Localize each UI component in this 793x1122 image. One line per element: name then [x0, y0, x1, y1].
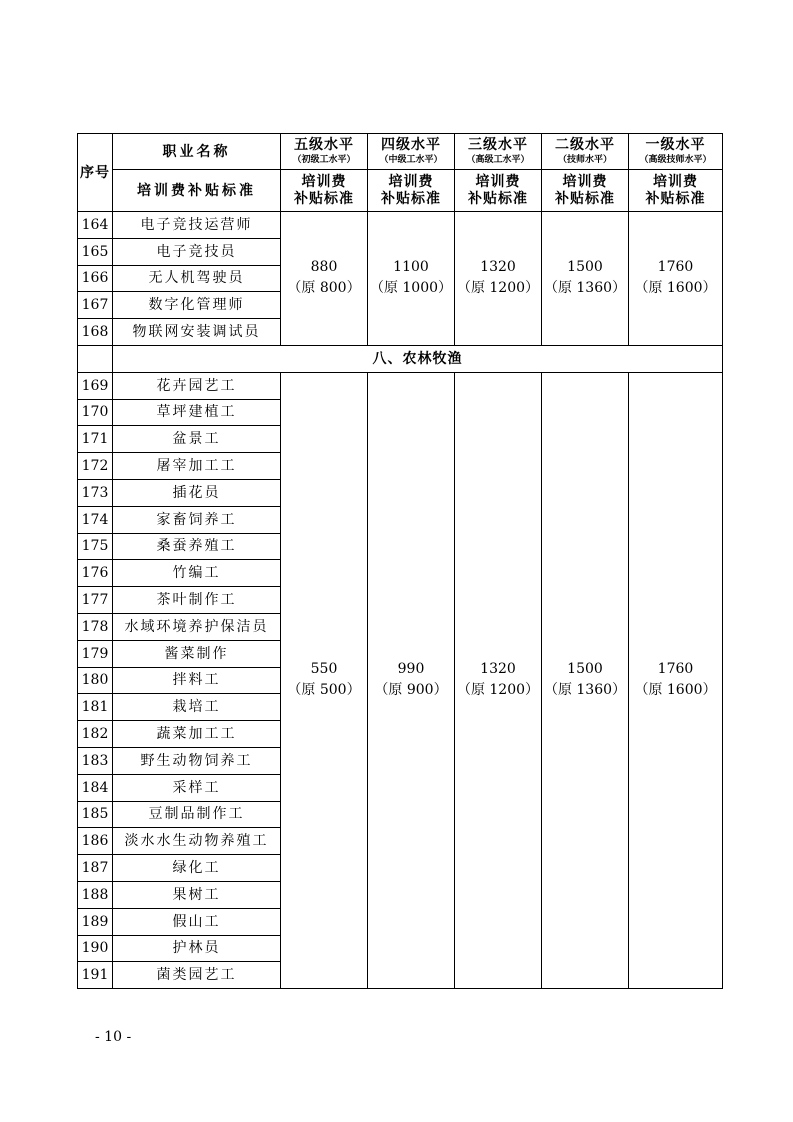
row-job-name: 茶叶制作工 — [113, 587, 281, 614]
std-line-1: 培训费 — [653, 173, 698, 190]
level-sub: （初级工水平） — [292, 155, 356, 165]
fee-original: （原 1200） — [456, 280, 540, 297]
job-title-header: 职业名称 — [113, 134, 281, 170]
row-seq: 169 — [78, 372, 113, 399]
row-seq: 177 — [78, 587, 113, 614]
level-3-header — [455, 134, 542, 170]
level-name: 二级水平 — [555, 137, 615, 153]
row-job-name: 护林员 — [113, 935, 281, 962]
row-seq: 164 — [78, 212, 113, 239]
fee-cell — [455, 372, 542, 988]
row-job-name: 桑蚕养殖工 — [113, 533, 281, 560]
level-4-standard-header — [368, 170, 455, 212]
level-name: 五级水平 — [294, 137, 354, 153]
fee-original: （原 1600） — [634, 682, 717, 699]
row-job-name: 插花员 — [113, 479, 281, 506]
level-sub: （高级技师水平） — [639, 155, 712, 165]
row-seq: 190 — [78, 935, 113, 962]
row-job-name: 竹编工 — [113, 560, 281, 587]
row-seq: 186 — [78, 828, 113, 855]
row-seq: 187 — [78, 855, 113, 882]
fee-value: 550 — [310, 661, 338, 678]
level-name: 三级水平 — [468, 137, 528, 153]
row-job-name: 栽培工 — [113, 694, 281, 721]
row-seq: 184 — [78, 774, 113, 801]
row-seq: 183 — [78, 747, 113, 774]
fee-original: （原 1200） — [456, 682, 540, 699]
row-seq: 173 — [78, 479, 113, 506]
row-seq: 170 — [78, 399, 113, 426]
fee-cell — [542, 372, 629, 988]
row-job-name: 淡水水生动物养殖工 — [113, 828, 281, 855]
row-seq: 172 — [78, 453, 113, 480]
row-job-name: 水域环境养护保洁员 — [113, 613, 281, 640]
fee-value: 1500 — [567, 661, 603, 678]
page-number: - 10 - — [95, 1029, 132, 1045]
fee-value: 880 — [310, 259, 338, 276]
fee-original: （原 500） — [287, 682, 361, 699]
fee-cell — [281, 372, 368, 988]
row-job-name: 花卉园艺工 — [113, 372, 281, 399]
fee-original: （原 1360） — [543, 682, 627, 699]
fee-original: （原 1360） — [543, 280, 627, 297]
level-1-standard-header — [629, 170, 723, 212]
row-job-name: 拌料工 — [113, 667, 281, 694]
row-job-name: 无人机驾驶员 — [113, 265, 281, 292]
row-seq: 175 — [78, 533, 113, 560]
row-job-name: 盆景工 — [113, 426, 281, 453]
row-seq: 176 — [78, 560, 113, 587]
level-2-standard-header — [542, 170, 629, 212]
fee-original: （原 1000） — [369, 280, 453, 297]
fee-original: （原 800） — [287, 280, 361, 297]
std-line-2: 补贴标准 — [645, 190, 706, 207]
level-3-standard-header — [455, 170, 542, 212]
row-seq: 189 — [78, 908, 113, 935]
fee-cell — [629, 372, 723, 988]
row-seq: 180 — [78, 667, 113, 694]
std-line-1: 培训费 — [301, 173, 347, 190]
level-1-header — [629, 134, 723, 170]
table-row — [78, 372, 723, 399]
std-line-2: 补贴标准 — [555, 190, 615, 207]
row-job-name: 草坪建植工 — [113, 399, 281, 426]
fee-value: 990 — [397, 661, 425, 678]
fee-value: 1320 — [480, 661, 516, 678]
fee-original: （原 1600） — [634, 280, 717, 297]
std-line-2: 补贴标准 — [468, 190, 528, 207]
row-seq: 165 — [78, 238, 113, 265]
level-5-header — [281, 134, 368, 170]
level-2-header — [542, 134, 629, 170]
level-5-standard-header — [281, 170, 368, 212]
fee-cell — [629, 212, 723, 346]
row-job-name: 假山工 — [113, 908, 281, 935]
row-job-name: 菌类园艺工 — [113, 962, 281, 989]
fee-value: 1500 — [567, 259, 603, 276]
row-seq: 182 — [78, 721, 113, 748]
section-title: 八、农林牧渔 — [113, 345, 723, 372]
row-job-name: 采样工 — [113, 774, 281, 801]
level-sub: （中级工水平） — [379, 155, 443, 165]
fee-value: 1760 — [657, 259, 694, 276]
table-row — [78, 212, 723, 239]
level-4-header — [368, 134, 455, 170]
row-seq: 168 — [78, 319, 113, 346]
level-sub: （高级工水平） — [466, 155, 530, 165]
row-seq: 171 — [78, 426, 113, 453]
row-job-name: 野生动物饲养工 — [113, 747, 281, 774]
fee-standard-header: 培训费补贴标准 — [113, 170, 281, 212]
row-seq: 174 — [78, 506, 113, 533]
level-name: 一级水平 — [645, 137, 706, 153]
row-job-name: 数字化管理师 — [113, 292, 281, 319]
row-job-name: 果树工 — [113, 881, 281, 908]
std-line-2: 补贴标准 — [294, 190, 354, 207]
row-job-name: 豆制品制作工 — [113, 801, 281, 828]
level-sub: （技师水平） — [557, 155, 612, 165]
row-job-name: 物联网安装调试员 — [113, 319, 281, 346]
fee-value: 1100 — [393, 259, 429, 276]
section-row — [78, 345, 723, 372]
row-job-name: 家畜饲养工 — [113, 506, 281, 533]
fee-cell — [368, 212, 455, 346]
std-line-1: 培训费 — [475, 173, 521, 190]
fee-original: （原 900） — [374, 682, 448, 699]
row-seq: 185 — [78, 801, 113, 828]
seq-header: 序号 — [78, 134, 113, 212]
fee-cell — [455, 212, 542, 346]
row-seq: 191 — [78, 962, 113, 989]
level-name: 四级水平 — [381, 137, 441, 153]
header-row-standards — [78, 170, 723, 212]
fee-value: 1760 — [657, 661, 694, 678]
fee-cell — [542, 212, 629, 346]
row-seq: 166 — [78, 265, 113, 292]
section-seq-cell — [78, 345, 113, 372]
std-line-2: 补贴标准 — [381, 190, 441, 207]
row-job-name: 蔬菜加工工 — [113, 721, 281, 748]
row-seq: 188 — [78, 881, 113, 908]
row-seq: 178 — [78, 613, 113, 640]
row-job-name: 绿化工 — [113, 855, 281, 882]
row-job-name: 酱菜制作 — [113, 640, 281, 667]
row-seq: 167 — [78, 292, 113, 319]
header-row-levels — [78, 134, 723, 170]
row-seq: 179 — [78, 640, 113, 667]
row-seq: 181 — [78, 694, 113, 721]
fee-cell — [368, 372, 455, 988]
std-line-1: 培训费 — [562, 173, 608, 190]
fee-cell — [281, 212, 368, 346]
std-line-1: 培训费 — [388, 173, 434, 190]
row-job-name: 电子竞技员 — [113, 238, 281, 265]
row-job-name: 屠宰加工工 — [113, 453, 281, 480]
fee-value: 1320 — [480, 259, 516, 276]
row-job-name: 电子竞技运营师 — [113, 212, 281, 239]
subsidy-table — [77, 133, 723, 989]
